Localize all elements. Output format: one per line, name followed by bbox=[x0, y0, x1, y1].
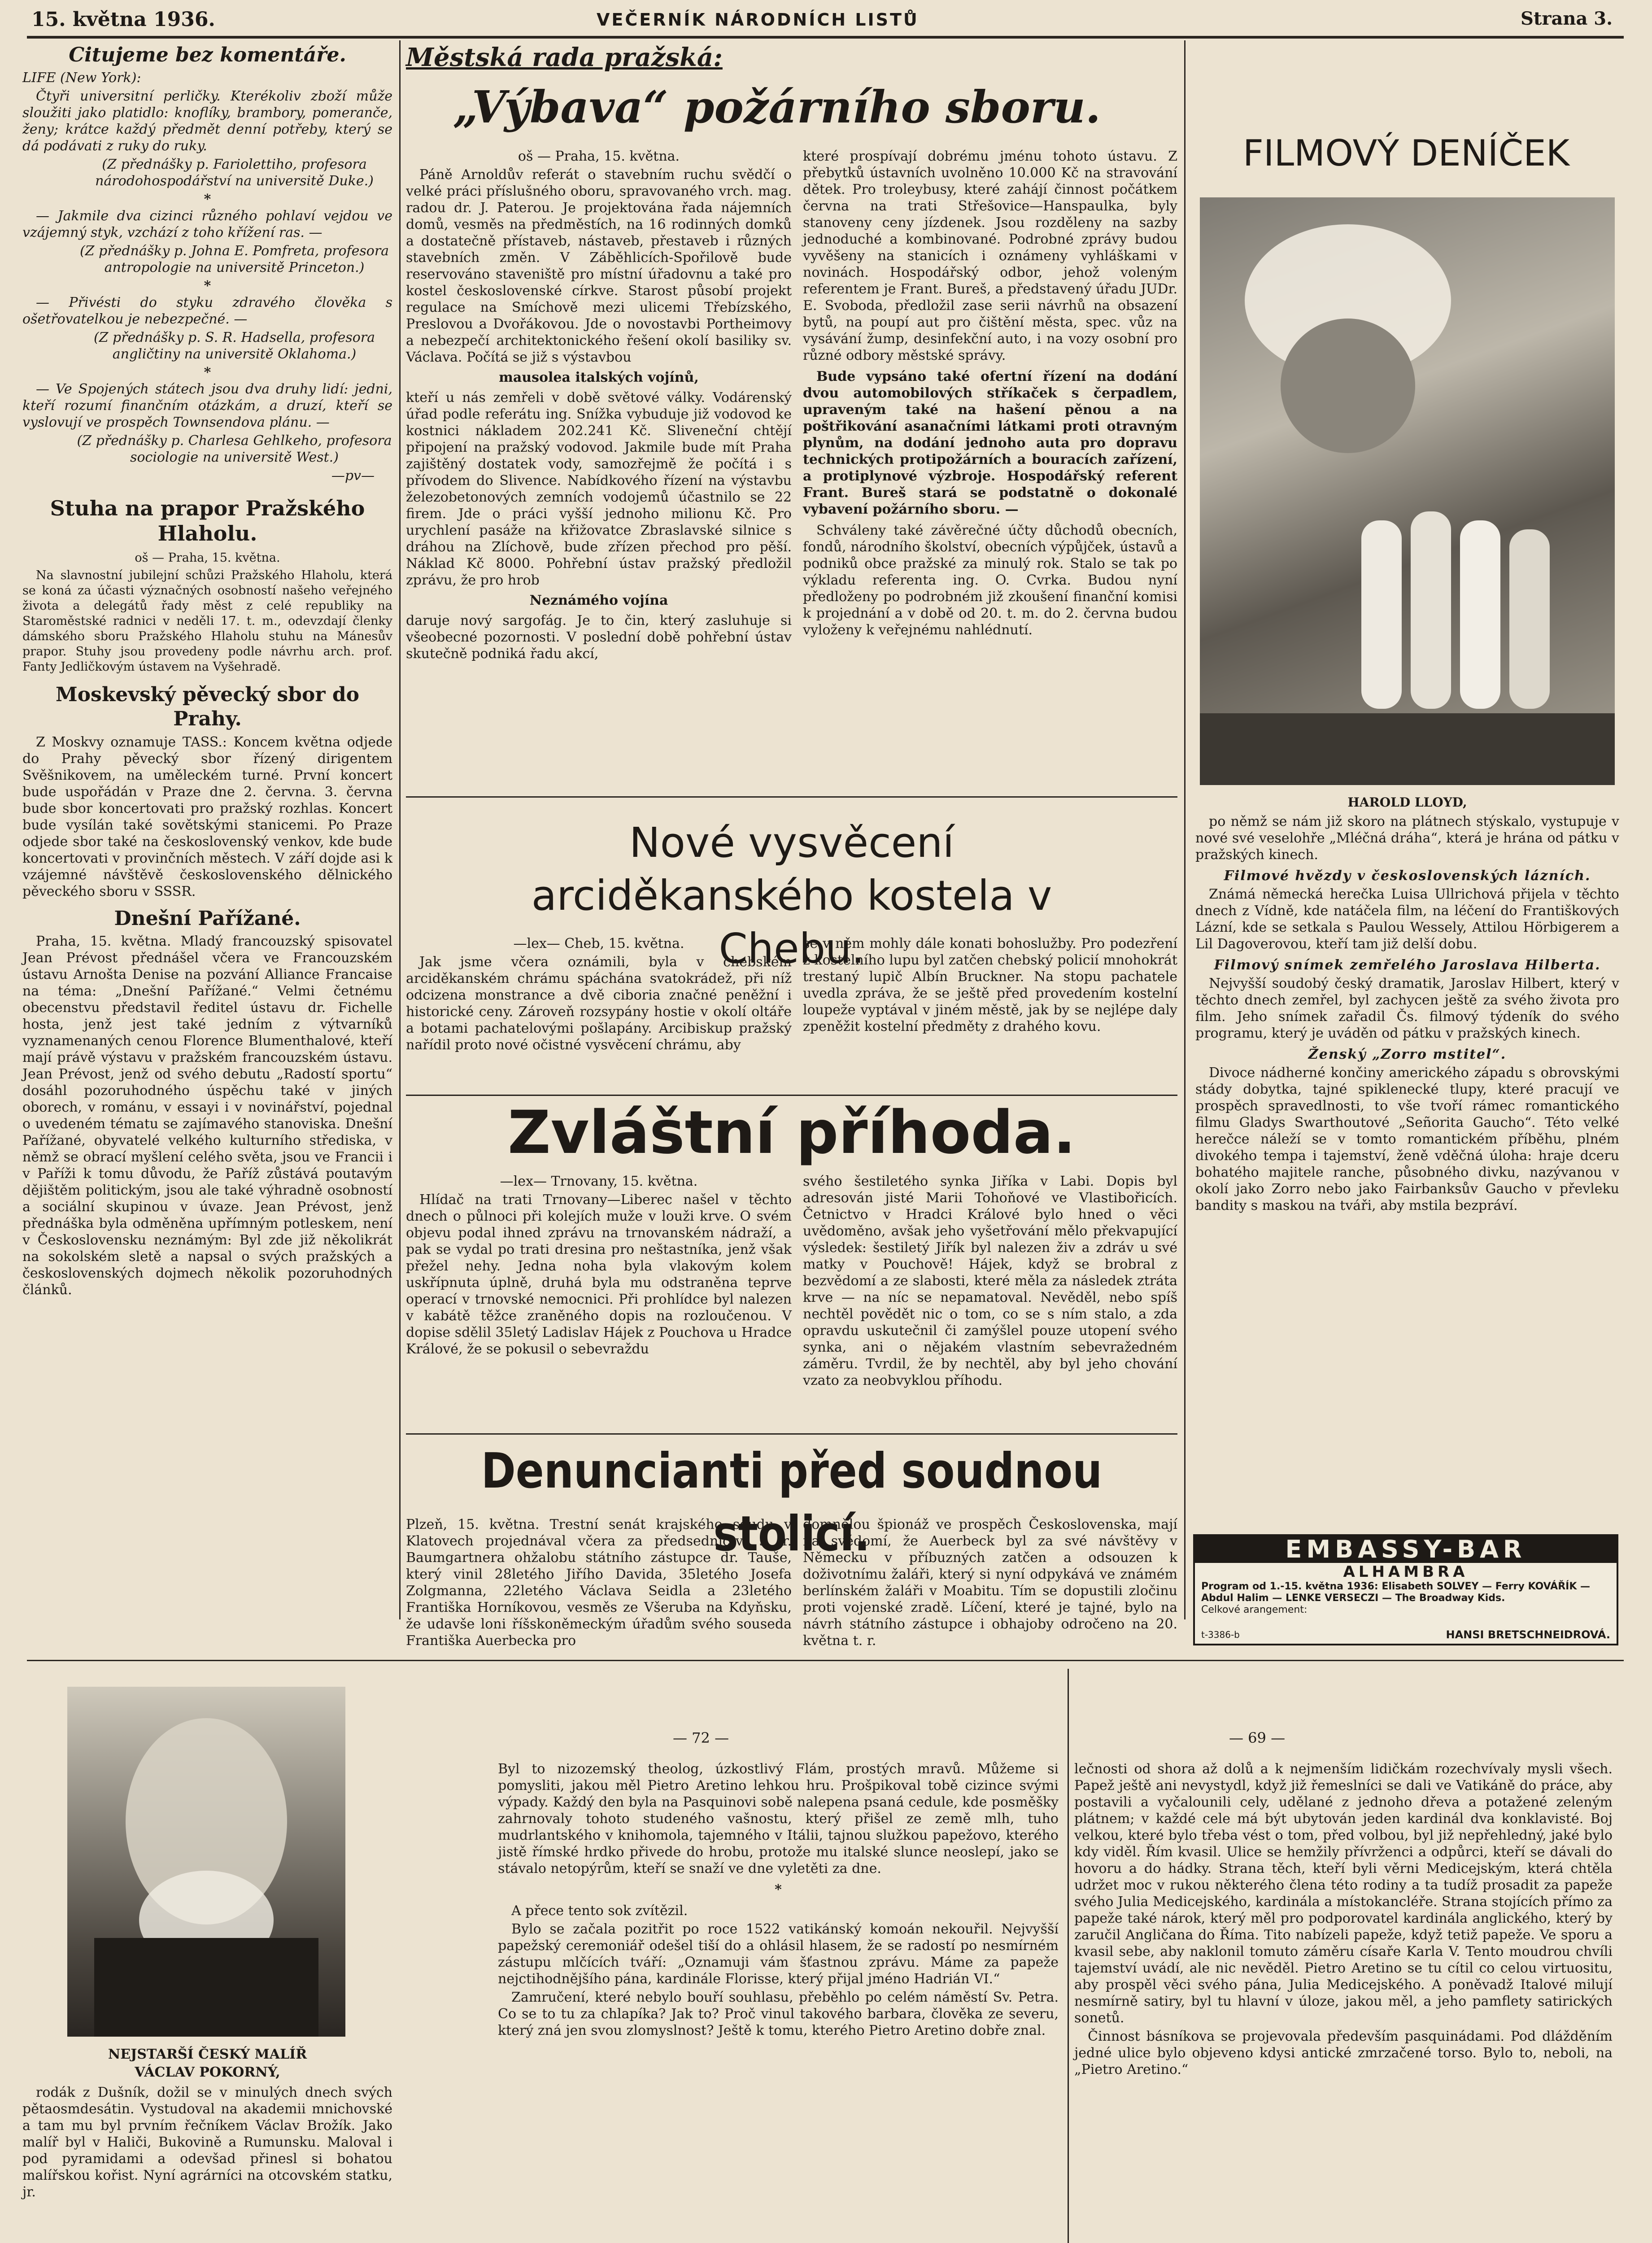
masthead: VEČERNÍK NÁRODNÍCH LISTŮ bbox=[597, 10, 919, 30]
quote-source: (Z přednášky p. Charlesa Gehlkeho, profesora sociologie na universitě West.) bbox=[77, 433, 392, 465]
feuilleton-text: Činnost básníkova se projevovala především pasquinádami. Pod dlážděním jedné ulice bylo objeveno kdysi antické zmrzačené torso. Bylo to, neboli, na „Pietro Aretino.“ bbox=[1074, 2029, 1613, 2077]
photo-caption: HAROLD LLOYD, bbox=[1347, 795, 1467, 810]
article-headline-denuncianti: Denuncianti před soudnou stolicí. bbox=[481, 1443, 1103, 1562]
dateline: oš — Praha, 15. května. bbox=[135, 551, 280, 565]
column-1 bbox=[22, 43, 392, 1667]
article-body: Schváleny také závěrečné účty důchodů obecních, fondů, národního školství, obecních výpůjček, ústavů a podniků obce pražské za minulý rok. Stalo se tak po výkladu referenta ing. O. Cvrka. Budou nyní předloženy po podrobném již zkoušení finanční komisi k projednání a v době od 20. t. m. do 2. června budou vyloženy k veřejnému nahlédnutí. bbox=[803, 523, 1177, 638]
subhead: Ženský „Zorro mstitel“. bbox=[1308, 1047, 1507, 1062]
dateline: —lex— Cheb, 15. května. bbox=[513, 936, 684, 951]
article-body: Praha, 15. května. Mladý francouzský spisovatel Jean Prévost přednášel včera ve Francouzském ústavu Arnošta Denise na pozvání Alliance Francaise na téma: „Dnešní Pařížané.“ Velmi četnému obecenstvu představil ředitel ústavu dr. Fichelle hosta, jenž jest také jedním z výtvarníků vyznamenaných cenou Florence Blumenthalové, kteří mají právě výstavu v pražském francouzském ústavu. Jean Prévost, jenž od svého debutu „Radostí sportu“ dosáhl pozoruhodného úspěchu také v jiných oborech, v románu, v essayi i v novinářství, pojednal o uvedeném tématu se zajímavého stanoviska. Dnešní Pařížané, obyvatelé velkého kulturního střediska, v němž se obrací myšlení celého světa, jsou ve Francii i v Paříži k tomu důvodu, že Paříž zůstává poutavým dějištěm politickým, jsou ale také výhradně osobností a sociální skupinou v úvaze. Jean Prévost, jenž přednáška byla odměněna upřímným potleskem, není v Československu neznámým: Byl zde již několikrát na sokolském sletě a napsal o svých pražských a československých dojmech několik pozoruhodných článků. bbox=[22, 934, 392, 1298]
feuilleton-right bbox=[1074, 1761, 1613, 2243]
ad-name: EMBASSY-BAR bbox=[1195, 1536, 1617, 1563]
denunc-right bbox=[803, 1516, 1177, 1649]
article-body-bold: Bude vypsáno také ofertní řízení na dodání dvou automobilových stříkaček s čerpadlem, upraveným také na hašení pěnou a na poštřikování asanačními látkami proti otravným plynům, na dodání jednoho auta pro dopravu technických protipožárních a bouracích zařízení, a protiplynové výzbroje. Hospodářský referent Frant. Bureš stará se podstatně o dokonalé vybavení požárního sboru. — bbox=[803, 369, 1177, 517]
author-sign: —pv— bbox=[331, 468, 375, 484]
article-body: Na slavnostní jubilejní schůzi Pražského Hlaholu, která se koná za účasti význačných osobností našeho veřejného života a delegátů řady měst z celé republiky na Staroměstské radnici v neděli 17. t. m., odevzdají členky dámského sboru Pražského Hlaholu stuhu na Mánesův prapor. Stuhy jsou provedeny podle návrhu arch. prof. Fanty Jedličkovým ústavem na Vyšehradě. bbox=[22, 568, 392, 674]
article-body: Divoce nádherné končiny amerického západu s obrovskými stády dobytka, tajné spiklenecké tlupy, které pracují ve prospěch spravedlnosti, to vše tvoří rámec romantického filmu Gladys Swarthoutové „Señorita Gaucho“. Této velké herečce náleží se v tomto romantickém příběhu, plném divokého tempa i tajemství, ženě vděčná úloha: hraje dceru bohatého majitele ranche, působného divku, nazývanou v okolí jako Zorro nebo jako Fairbanksův Gaucho v převleku bandity s maskou na tváři, aby mstila bezpráví. bbox=[1195, 1065, 1619, 1213]
photo-harold-lloyd bbox=[1200, 197, 1615, 785]
photo-text: po němž se nám již skoro na plátnech stýskalo, vystupuje v nové své veselohře „Mléčná dráha“, která je hrána od pátku v pražských kinech. bbox=[1195, 814, 1619, 863]
section-rule bbox=[406, 796, 1177, 798]
page-number: Strana 3. bbox=[1521, 8, 1613, 29]
cheb-right bbox=[803, 935, 1177, 1097]
denunc-left bbox=[406, 1516, 792, 1649]
feuilleton-text: Zamručení, které nebylo bouří souhlasu, přeběhlo po celém náměstí Sv. Petra. Co se to tu za chlapíka? Jak to? Proč vinul takového barbara, člověka ze severu, který zná jen svou zlomyslnost? Ještě k tomu, kterého Pietro Aretino dobře znal. bbox=[498, 1990, 1059, 2038]
feuilleton-number-left: — 72 — bbox=[673, 1729, 729, 1746]
ad-subname: ALHAMBRA bbox=[1343, 1563, 1469, 1581]
column-rule bbox=[399, 40, 401, 1619]
quote-source: (Z přednášky p. Johna E. Pomfreta, profesora antropologie na universitě Princeton.) bbox=[79, 243, 389, 275]
subhead: mausolea italských vojínů, bbox=[499, 370, 699, 385]
ad-code: t-3386-b bbox=[1201, 1629, 1240, 1640]
ad-arrangement-label: Celkové arangement: bbox=[1201, 1604, 1308, 1615]
column-2 bbox=[406, 148, 792, 785]
header-rule bbox=[27, 36, 1624, 39]
column-rule bbox=[1184, 40, 1186, 1619]
feuilleton-left bbox=[498, 1761, 1059, 2243]
article-body: Z Moskvy oznamuje TASS.: Koncem května odjede do Prahy pěvecký sbor řízený dirigentem Svěšnikovem, na uměleckém turné. První koncert bude uspořádán v Praze dne 2. června. 3. června bude sbor koncertovati pro pražský rozhlas. Koncert bude vysílán také sovětskými stanicemi. Po Praze odjede sbor také na československý venkov, kde bude koncertovati v provinčních městech. V září dojde asi k vzájemné návštěvě československého dělnického pěveckého sboru v SSSR. bbox=[22, 734, 392, 899]
issue-date: 15. května 1936. bbox=[31, 8, 215, 31]
film-section-title: FILMOVÝ DENÍČEK bbox=[1242, 132, 1570, 174]
article-title-stuha: Stuha na prapor Pražského Hlaholu. bbox=[50, 496, 365, 545]
article-body: které prospívají dobrému jménu tohoto ústavu. Z přebytků ústavních uvolněno 10.000 Kč na stravování dětek. Pro troleybusy, které zahájí činnost počátkem června na trati Střešovice—Hanspaulka, byly stanoveny ceny jízdenek. Jsou rozděleny na sazby jednoduché a kombinované. Podrobné zprávy budou vyvěšeny na stanicích i oznámeny vyhláškami v novinách. Hospodářský odbor, jehož voleným referentem je Frant. Bureš, a představený úřadu JUDr. E. Svoboda, předložil zase serii návrhů na obsazení bytů, na poupí aut pro čištění města, spec. vůz na vysávání žump, desinfekční auto, i na vozy osobní pro různé odbory městské správy. bbox=[803, 148, 1177, 363]
dateline: oš — Praha, 15. května. bbox=[518, 148, 680, 164]
quote-source: (Z přednášky p. S. R. Hadsella, profesora angličtiny na universitě Oklahoma.) bbox=[93, 330, 375, 362]
section-title: Citujeme bez komentáře. bbox=[69, 44, 346, 66]
article-body: kteří u nás zemřeli v době světové války. Vodárenský úřad podle referátu ing. Snížka vybuduje již vodovod ke kostnici nákladem 202.241 Kč. Sliveneční chtějí připojení na pražský vodovod. Jakmile bude mít Praha zajištěný dostatek vody, samozřejmě že počítá i s přívodem do Slivence. Nabídkového řízení na výstavbu železobetonových zemních vodojemů účastnilo se 22 firem. Jde o práci vyšší jednoho milionu Kč. Pro urychlení pasáže na křižovatce Zbraslavské silnice s dráhou na Zlíchově, bude zřízen přechod pro pěší. Náklad Kč 8000. Pohřební ústav pražský předložil zprávu, že pro hrob bbox=[406, 390, 792, 588]
feuilleton-number-right: — 69 — bbox=[1229, 1729, 1286, 1746]
feuilleton-text: Byl to nizozemský theolog, úzkostlivý Flám, prostých mravů. Můžeme si pomysliti, jakou měl Pietro Aretino lehkou hru. Prošpikoval tobě cizince svými výpady. Každý den byla na Pasquinovi sobě nalepena psaná cedule, kde posměšky zahrnovaly tohoto studeného vašnostu, který přišel ze země mlh, tuho mudrlantského v knihomola, tajemného v Itálii, tajnou služkou papežovo, kterého jistě římské hrdko přivede do hrobu, protože mu italské slunce neoslepí, jako se stávalo netopýrům, kteří se snaží ve dne vyletěti za dne. bbox=[498, 1761, 1059, 1876]
photo-caption-block bbox=[22, 2046, 392, 2243]
article-body: Hlídač na trati Trnovany—Liberec našel v těchto dnech o půlnoci při kolejích muže v louži krve. O svém objevu podal ihned zprávu na trnovanském nádraží, a pak se vydal po trati dresina pro neštastníka, jenž však přežel nehy. Jedna noha byla vlakovým kolem uskřípnuta úplně, druhá byla mu odstraněna teprve operací v trnovské nemocnici. Při prohlídce byl nalezen v kabátě těžce zraněného dopis na rozloučenou. V dopise sdělil 35letý Ladislav Hájek z Pouchova u Hradce Králové, že se pokusil o sebevraždu bbox=[406, 1192, 792, 1357]
dateline: —lex— Trnovany, 15. května. bbox=[500, 1174, 698, 1189]
film-column bbox=[1195, 794, 1619, 1521]
ad-arranger: HANSI BRETSCHNEIDROVÁ. bbox=[1446, 1628, 1610, 1641]
section-rule bbox=[406, 1433, 1177, 1435]
quote-paragraph: — Ve Spojených státech jsou dva druhy lidí: jedni, kteří rozumí finančním otázkám, a druzí, kteří se vyslovují ve prospěch Townsendova plánu. — bbox=[22, 381, 392, 430]
article-body: daruje nový sargofág. Je to čin, který zasluhuje si všeobecné pozornosti. V poslední době pohřební ústav skutečně podniká řadu akcí, bbox=[406, 613, 792, 662]
subhead: Filmový snímek zemřelého Jaroslava Hilberta. bbox=[1214, 957, 1601, 973]
article-headline-zvlastni: Zvláštní příhoda. bbox=[507, 1098, 1076, 1167]
star-divider: * bbox=[775, 1882, 782, 1898]
article-headline-vybava: „Výbava“ požárního sboru. bbox=[453, 82, 1101, 133]
quote-paragraph: — Přivésti do styku zdravého člověka s ošetřovatelkou je nebezpečné. — bbox=[22, 295, 392, 327]
article-body: svého šestiletého synka Jiříka v Labi. Dopis byl adresován jisté Marii Tohoňové ve Vlastibořicích. Četnictvo v Hradci Králové bylo hned o věci uvědoměno, avšak jeho vyšetřování mělo překvapující výsledek: šestiletý Jiřík byl nalezen živ a zdráv u své matky v Pouchově! Hájek, když se brobral z bezvědomí a ze slabosti, které měla za následek ztráta krve — na níc se nepamatoval. Nevěděl, nebo spíš nechtěl povědět nic o tom, co se s ním stalo, a zda opravdu uskutečnil či zamýšlel pouze utopení svého synka, ani o nějakém vlastním sebevražedném záměru. Tvrdil, že by nechtěl, aby byl jeho chování vzato za neobvyklou příhodu. bbox=[803, 1174, 1177, 1388]
article-title-sbor: Moskevský pěvecký sbor do Prahy. bbox=[56, 683, 359, 730]
quote-source: (Z přednášky p. Fariolettiho, profesora národohospodářství na universitě Duke.) bbox=[95, 157, 374, 189]
article-body: Plzeň, 15. května. Trestní senát krajského soudu v Klatovech projednával včera za předsednictví s. r. Baumgartnera ohžalobu státního zástupce dr. Tauše, který vinil 28letého Jiřího Davida, 35letého Josefa Zolgmanna, 22letého Václava Seidla a 23letého Františka Horníkovou, vesměs ze Všeruba na Kdyňsku, že udavše loni říšskoněmeckým úřadům svého souseda Františka Auerbecka pro bbox=[406, 1517, 792, 1649]
article-title-parizane: Dnešní Pařížané. bbox=[114, 907, 301, 930]
advertisement-embassy-bar bbox=[1193, 1534, 1618, 1645]
feuilleton-center-rule bbox=[1068, 1669, 1069, 2243]
feuilleton-rule bbox=[27, 1660, 1624, 1661]
section-kicker: Městská rada pražská: bbox=[406, 43, 723, 72]
star-divider: * bbox=[204, 365, 211, 380]
zvlastni-left bbox=[406, 1173, 792, 1433]
feuilleton-text: A přece tento sok zvítězil. bbox=[511, 1903, 688, 1919]
section-subtitle: LIFE (New York): bbox=[22, 70, 141, 86]
section-rule bbox=[406, 1095, 1177, 1096]
article-body: Nejvyšší soudobý český dramatik, Jaroslav Hilbert, který v těchto dnech zemřel, byl zachycen ještě za svého života pro film. Jeho snímek zařadil Čs. filmový týdeník do svého programu, který je uváděn od pátku v pražských kinech. bbox=[1195, 976, 1619, 1041]
column-3 bbox=[803, 148, 1177, 785]
portrait-photo-pokorny bbox=[67, 1687, 345, 2037]
photo-caption: NEJSTARŠÍ ČESKÝ MALÍŘ VÁCLAV POKORNÝ, bbox=[108, 2047, 307, 2080]
star-divider: * bbox=[204, 278, 211, 294]
feuilleton-text: lečnosti od shora až dolů a k nejmenším lidičkám rozechvívaly mysli všech. Papež ještě ani nevystydl, když již řemeslníci se dali ve Vatikáně do práce, aby postavili a vyčalounili cely, udělané z jednoho dřeva a potažené zeleným plátnem; v každé cele má být ubytován jeden kardinál dva konklavisté. Boj velkou, které bylo třeba vést o tom, před volbou, byl již nepřehledný, jaké bylo kdy viděl. Řím kvasil. Ulice se hemžily přívrženci a odpůrci, kteří se dávali do hovoru a do hádky. Strana těch, kteří byli věrni Medicejským, která chtěla udržet moc v rukou některého člena této rodiny a ta tudíž prosadit za papeže svého Julia Medicejského, kardinála a místokancléře. Strana stojících přímo za papeže také nárok, který měl pro podporovatel kardinála anglického, který by zaručil Angličana do Říma. Tito nabízeli papeže, když tetiž papeže. Ve sporu a kvasil sebe, aby naklonil tomuto záměru císaře Karla V. Tento moudrou chvíli tajemství uvádí, ale nic nevěděl. Pietro Aretino se tu cítil co celou virtuositu, aby prospěl věci svého pána, Julia Medicejského. A poněvadž Italové milují nesmírně satiry, byl tu hlavní v úloze, jakou měl, a jeho pamflety satirických sonetů. bbox=[1074, 1761, 1613, 2026]
article-headline-cheb: Nové vysvěcení arciděkanského kostela v Chebu. bbox=[531, 819, 1052, 973]
star-divider: * bbox=[204, 192, 211, 207]
article-body: se v něm mohly dále konati bohoslužby. Pro podezření z kostelního lupu byl zatčen chebský policií mnohokrát trestaný lupič Albín Bruckner. Na stopu pachatele uvedla zpráva, že se ještě před provedením kostelní loupeže vyptával v jiném městě, jak by se nejlépe daly zpeněžit kostelní předměty z drahého kovu. bbox=[803, 936, 1177, 1034]
subhead: Filmové hvězdy v československých lázních. bbox=[1224, 868, 1591, 884]
article-body: domnělou špionáž ve prospěch Československa, mají na svědomí, že Auerbeck byl za své návštěvy v Německu v příbuzných zatčen a odsouzen k doživotnímu žaláři, který si nyní odpykává ve známém berlínském žaláři v Moabitu. Tím se dopustili zločinu proti vojenské zradě. Líčení, které je tajné, bylo na návrh státního zástupce i obhajoby odročeno na 20. května t. r. bbox=[803, 1517, 1177, 1649]
feuilleton-text: Bylo se začala pozitřit po roce 1522 vatikánský komoán nekouřil. Nejvyšší papežský ceremoniář odešel tiší do a ohlásil hlasem, že se radostí po nesmírném zástupu mlčících tváří: „Oznamuji vám šťastnou zprávu. Máme za papeže nejctihodnějšího pána, kardinále Florisse, který přijal jméno Hadrián VI.“ bbox=[498, 1921, 1059, 1987]
article-body: Jak jsme včera oznámili, byla v chebském arciděkanském chrámu spáchána svatokrádež, při níž odcizena monstrance a dvě ciboria značné peněžní i historické ceny. Zároveň rozsypány hostie v okolí oltáře a botami pachatelovými pošlapány. Arcibiskup pražský nařídil proto nové očistné vysvěcení chrámu, aby bbox=[406, 954, 792, 1053]
quote-paragraph: Čtyři universitní perličky. Kterékoliv zboží může sloužiti jako platidlo: knoflíky, brambory, pomeranče, ženy; krátce každý předmět denní potřeby, který se dá podávati z ruky do ruky. bbox=[22, 88, 392, 154]
article-body: Známá německá herečka Luisa Ullrichová přijela v těchto dnech z Vídně, kde natáčela film, na léčení do Františkových Lázní, kde se setkala s Paulou Wessely, Attilou Hörbigerem a Lil Dagoverovou, kteří tam již delší dobu. bbox=[1195, 886, 1619, 952]
article-body: Páně Arnoldův referát o stavebním ruchu svědčí o velké práci příslušného oboru, spravovaného vrch. mag. radou dr. J. Paterou. Je projektována řada nájemních domů, vesměs na předměstích, na 16 rodinných domků a dostatečně přístaveb, nástaveb, přestaveb i různých stavebních změn. V Záběhlicích-Spořilově bude reservováno staveniště pro místní úřadovnu a také pro kostel československé církve. Starost působí projekt regulace na Smíchově mezi ulicemi Třebízského, Preslovou a Dvořákovou. Jde o novostavbi Portheimovy a nebezpečí architektonického řešení okolí basiliky sv. Václava. Počítá se již s výstavbou bbox=[406, 167, 792, 365]
ad-program: Program od 1.-15. května 1936: Elisabeth SOLVEY — Ferry KOVÁŘÍK — Abdul Halim — LENKE VERSECZI — The Broadway Kids. bbox=[1201, 1581, 1591, 1604]
subhead: Neznámého vojína bbox=[529, 593, 668, 608]
zvlastni-right bbox=[803, 1173, 1177, 1433]
photo-text: rodák z Dušník, dožil se v minulých dnech svých pětaosmdesátin. Vystudoval na akademii mnichovské a tam mu byl prvním řečníkem Václav Brožík. Jako malíř byl v Haliči, Bukovině a Rumunsku. Maloval i pod pyramidami a odevšad přinesl si bohatou malířskou kořist. Nyní agrárníci na otcovském statku, jr. bbox=[22, 2085, 392, 2200]
quote-paragraph: — Jakmile dva cizinci různého pohlaví vejdou ve vzájemný styk, vzchází z toho křížení ras. — bbox=[22, 208, 392, 240]
cheb-left bbox=[406, 935, 792, 1097]
